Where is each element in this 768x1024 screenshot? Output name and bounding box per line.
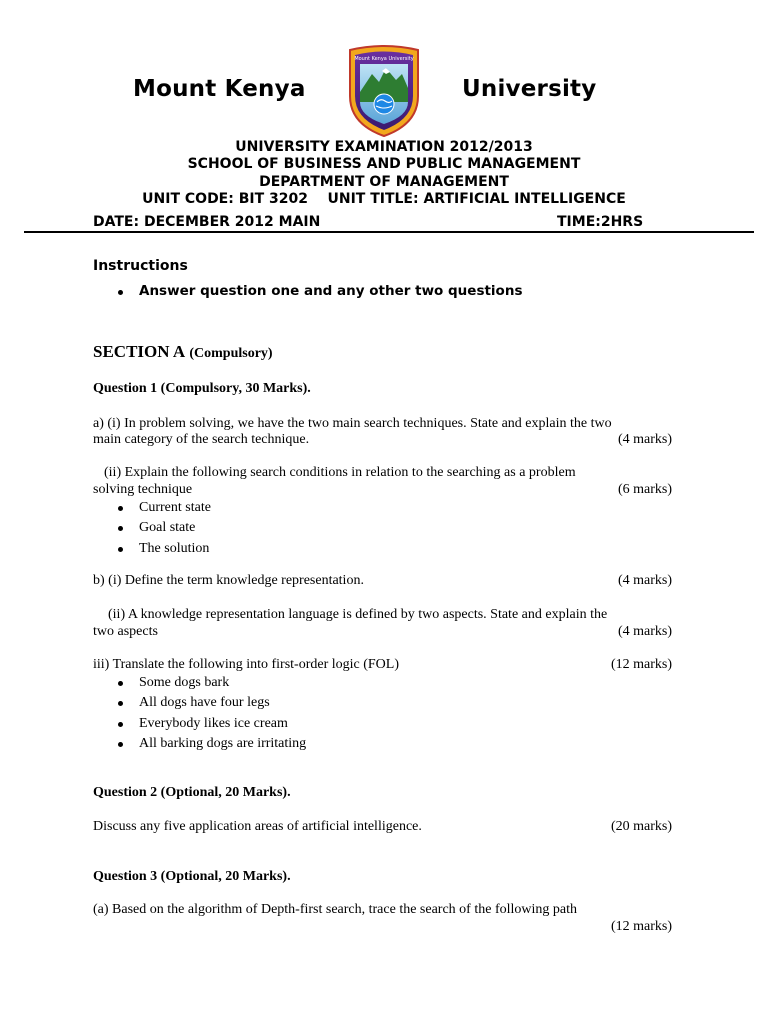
bullet [118, 681, 123, 686]
q1-b-ii-line1: (ii) A knowledge representation language is defined by two aspects. State and explain the [108, 607, 608, 622]
bullet [118, 701, 123, 706]
exam-time: TIME:2HRS [557, 214, 644, 230]
q1-a-i-marks: (4 marks) [617, 432, 672, 447]
bullet [118, 742, 123, 747]
q1-b-ii-line2: two aspects [93, 624, 158, 639]
unit-info: UNIT CODE: BIT 3202 UNIT TITLE: ARTIFICIAL INTELLIGENCE [142, 191, 626, 207]
q1-a-i-line1: a) (i) In problem solving, we have the two main search techniques. State and explain the two [93, 416, 612, 431]
q1-b-i-marks: (4 marks) [617, 573, 672, 588]
bullet [118, 526, 123, 531]
exam-date: DATE: DECEMBER 2012 MAIN [93, 214, 321, 230]
header-divider [24, 231, 754, 233]
q1-a-i-line2: main category of the search technique. [93, 432, 310, 447]
list-item: The solution [139, 541, 210, 556]
logo-text: Mount Kenya University [354, 56, 414, 62]
q2-text: Discuss any five application areas of artificial intelligence. [93, 819, 422, 834]
bullet [118, 722, 123, 727]
q1-a-ii-line2: solving technique [93, 482, 193, 497]
list-item: All barking dogs are irritating [139, 736, 307, 751]
q1-b-i-line: b) (i) Define the term knowledge representation. [93, 573, 364, 588]
q3-a-line: (a) Based on the algorithm of Depth-first search, trace the search of the following path [93, 902, 577, 917]
exam-title: UNIVERSITY EXAMINATION 2012/2013 [235, 139, 533, 155]
bullet [118, 506, 123, 511]
q1-a-ii-marks: (6 marks) [617, 482, 672, 497]
department-name: DEPARTMENT OF MANAGEMENT [259, 174, 509, 190]
question-3-title: Question 3 (Optional, 20 Marks). [93, 869, 291, 884]
section-title: SECTION A [93, 342, 186, 361]
question-2-title: Question 2 (Optional, 20 Marks). [93, 785, 291, 800]
q1-b-ii-marks: (4 marks) [617, 624, 672, 639]
instruction-item: Answer question one and any other two questions [139, 283, 523, 299]
q1-a-ii-line1: (ii) Explain the following search conditions in relation to the searching as a problem [104, 465, 576, 480]
bullet [118, 290, 123, 295]
section-subtitle: (Compulsory) [189, 346, 273, 361]
question-1-title: Question 1 (Compulsory, 30 Marks). [93, 381, 311, 396]
section-heading [93, 342, 273, 362]
q2-marks: (20 marks) [610, 819, 672, 834]
university-name-left: Mount Kenya [133, 76, 306, 102]
list-item: All dogs have four legs [139, 695, 270, 710]
bullet [118, 547, 123, 552]
university-logo [346, 44, 422, 138]
list-item: Goal state [139, 520, 196, 535]
university-name-right: University [462, 76, 597, 102]
list-item: Some dogs bark [139, 675, 230, 690]
school-name: SCHOOL OF BUSINESS AND PUBLIC MANAGEMENT [187, 156, 581, 172]
q3-a-marks: (12 marks) [610, 919, 672, 934]
q1-b-iii-marks: (12 marks) [610, 657, 672, 672]
q1-b-iii-line: iii) Translate the following into first-order logic (FOL) [93, 657, 400, 672]
instructions-title: Instructions [93, 258, 188, 274]
list-item: Current state [139, 500, 211, 515]
list-item: Everybody likes ice cream [139, 716, 288, 731]
